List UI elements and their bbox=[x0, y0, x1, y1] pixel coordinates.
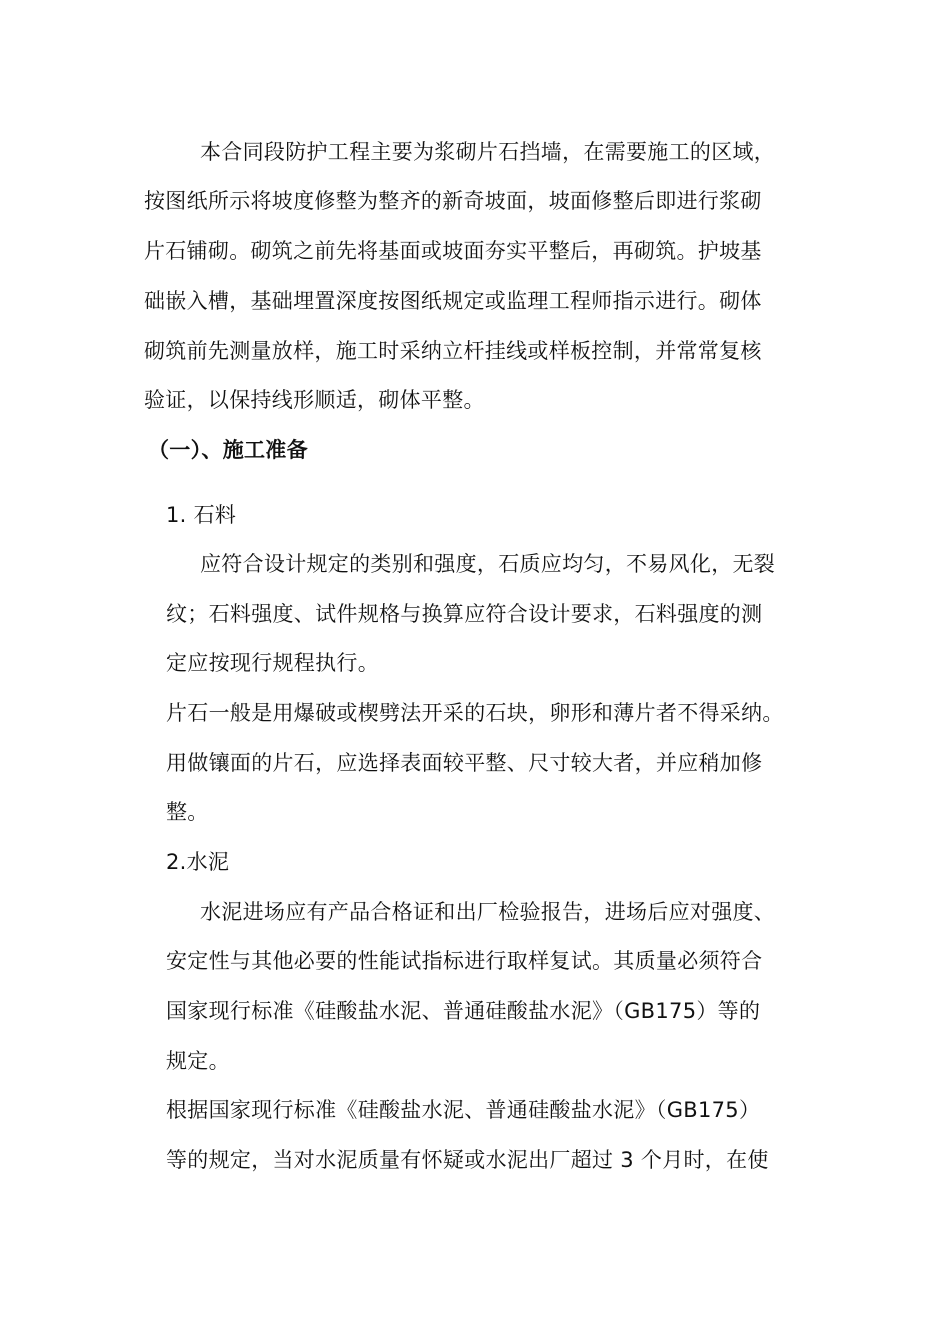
stone-para2-line-1: 片石一般是用爆破或楔劈法开采的石块，卵形和薄片者不得采纳。 bbox=[166, 701, 784, 725]
stone-title: 1. 石料 bbox=[166, 503, 237, 527]
cement-para2-line-2: 等的规定，当对水泥质量有怀疑或水泥出厂超过 3 个月时，在使 bbox=[166, 1148, 769, 1172]
intro-line-5: 砌筑前先测量放样，施工时采纳立杆挂线或样板控制，并常常复核 bbox=[144, 339, 762, 363]
cement-para1-line-1: 水泥进场应有产品合格证和出厂检验报告，进场后应对强度、 bbox=[200, 900, 776, 924]
intro-line-4: 础嵌入槽，基础埋置深度按图纸规定或监理工程师指示进行。砌体 bbox=[144, 289, 762, 313]
stone-para1-line-3: 定应按现行规程执行。 bbox=[166, 651, 379, 675]
intro-line-1: 本合同段防护工程主要为浆砌片石挡墙，在需要施工的区域， bbox=[200, 140, 776, 164]
section-heading: （一）、施工准备 bbox=[148, 438, 308, 462]
cement-title: 2.水泥 bbox=[166, 850, 230, 874]
stone-para2-line-3: 整。 bbox=[166, 800, 209, 824]
cement-para1-line-3: 国家现行标准《硅酸盐水泥、普通硅酸盐水泥》（GB175）等的 bbox=[166, 999, 761, 1023]
cement-para1-line-4: 规定。 bbox=[166, 1049, 230, 1073]
intro-line-2: 按图纸所示将坡度修整为整齐的新奇坡面，坡面修整后即进行浆砌 bbox=[144, 189, 762, 213]
cement-para1-line-2: 安定性与其他必要的性能试指标进行取样复试。其质量必须符合 bbox=[166, 949, 763, 973]
stone-para2-line-2: 用做镶面的片石，应选择表面较平整、尺寸较大者，并应稍加修 bbox=[166, 751, 763, 775]
stone-para1-line-2: 纹；石料强度、试件规格与换算应符合设计要求，石料强度的测 bbox=[166, 602, 763, 626]
cement-para2-line-1: 根据国家现行标准《硅酸盐水泥、普通硅酸盐水泥》（GB175） bbox=[166, 1098, 761, 1122]
intro-line-6: 验证，以保持线形顺适，砌体平整。 bbox=[144, 388, 485, 412]
intro-line-3: 片石铺砌。砌筑之前先将基面或坡面夯实平整后，再砌筑。护坡基 bbox=[144, 239, 762, 263]
stone-para1-line-1: 应符合设计规定的类别和强度，石质应均匀，不易风化，无裂 bbox=[200, 552, 776, 576]
